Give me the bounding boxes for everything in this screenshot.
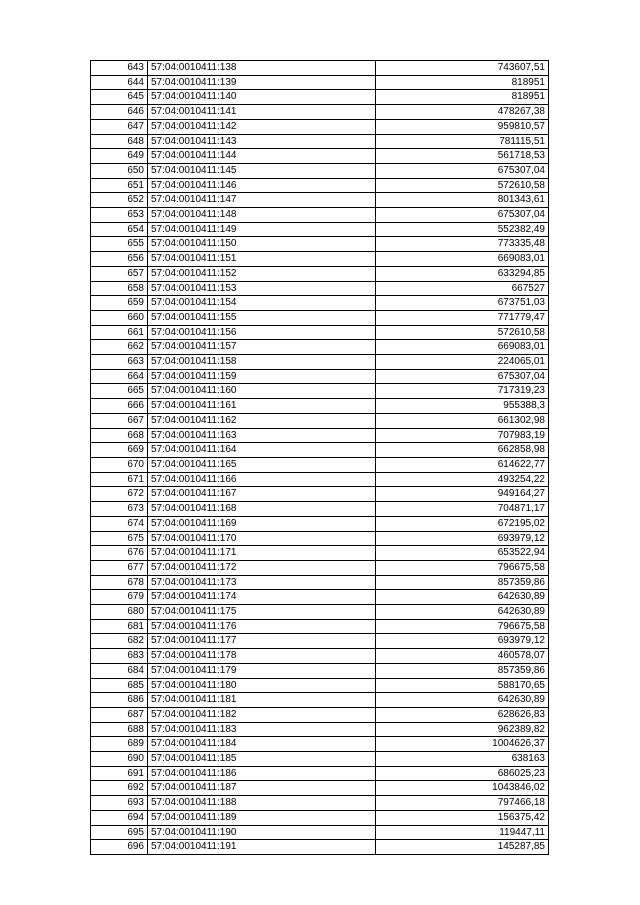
cadastral-value-cell: 801343,61 bbox=[376, 193, 549, 208]
row-number-cell: 671 bbox=[91, 472, 148, 487]
cadastral-number-cell: 57:04:0010411:175 bbox=[148, 605, 376, 620]
cadastral-number-cell: 57:04:0010411:161 bbox=[148, 399, 376, 414]
table-row bbox=[91, 281, 549, 296]
cadastral-number-cell: 57:04:0010411:179 bbox=[148, 663, 376, 678]
cadastral-number-cell: 57:04:0010411:146 bbox=[148, 178, 376, 193]
cadastral-value-cell: 693979,12 bbox=[376, 531, 549, 546]
table-row bbox=[91, 296, 549, 311]
cadastral-number-cell: 57:04:0010411:150 bbox=[148, 237, 376, 252]
cadastral-value-cell: 693979,12 bbox=[376, 634, 549, 649]
cadastral-value-cell: 572610,58 bbox=[376, 325, 549, 340]
cadastral-value-cell: 818951 bbox=[376, 90, 549, 105]
table-row bbox=[91, 163, 549, 178]
row-number-cell: 647 bbox=[91, 119, 148, 134]
cadastral-number-cell: 57:04:0010411:189 bbox=[148, 810, 376, 825]
table-row bbox=[91, 707, 549, 722]
cadastral-value-cell: 669083,01 bbox=[376, 252, 549, 267]
row-number-cell: 662 bbox=[91, 340, 148, 355]
cadastral-number-cell: 57:04:0010411:154 bbox=[148, 296, 376, 311]
table-row bbox=[91, 252, 549, 267]
row-number-cell: 687 bbox=[91, 707, 148, 722]
table-row bbox=[91, 340, 549, 355]
table-row bbox=[91, 237, 549, 252]
cadastral-number-cell: 57:04:0010411:147 bbox=[148, 193, 376, 208]
cadastral-value-cell: 949164,27 bbox=[376, 487, 549, 502]
row-number-cell: 650 bbox=[91, 163, 148, 178]
cadastral-value-cell: 1043846,02 bbox=[376, 781, 549, 796]
row-number-cell: 657 bbox=[91, 266, 148, 281]
cadastral-value-cell: 771779,47 bbox=[376, 310, 549, 325]
row-number-cell: 694 bbox=[91, 810, 148, 825]
row-number-cell: 673 bbox=[91, 502, 148, 517]
cadastral-value-cell: 955388,3 bbox=[376, 399, 549, 414]
cadastral-number-cell: 57:04:0010411:158 bbox=[148, 355, 376, 370]
row-number-cell: 682 bbox=[91, 634, 148, 649]
cadastral-value-cell: 156375,42 bbox=[376, 810, 549, 825]
row-number-cell: 691 bbox=[91, 766, 148, 781]
cadastral-value-cell: 661302,98 bbox=[376, 413, 549, 428]
table-row bbox=[91, 487, 549, 502]
cadastral-number-cell: 57:04:0010411:168 bbox=[148, 502, 376, 517]
cadastral-value-cell: 642630,89 bbox=[376, 605, 549, 620]
row-number-cell: 684 bbox=[91, 663, 148, 678]
cadastral-value-cell: 675307,04 bbox=[376, 208, 549, 223]
row-number-cell: 644 bbox=[91, 75, 148, 90]
table-row bbox=[91, 61, 549, 76]
cadastral-value-cell: 962389,82 bbox=[376, 722, 549, 737]
row-number-cell: 678 bbox=[91, 575, 148, 590]
row-number-cell: 667 bbox=[91, 413, 148, 428]
table-row bbox=[91, 516, 549, 531]
row-number-cell: 670 bbox=[91, 457, 148, 472]
cadastral-value-cell: 796675,58 bbox=[376, 619, 549, 634]
cadastral-number-cell: 57:04:0010411:157 bbox=[148, 340, 376, 355]
cadastral-number-cell: 57:04:0010411:138 bbox=[148, 61, 376, 76]
row-number-cell: 648 bbox=[91, 134, 148, 149]
cadastral-value-cell: 478267,38 bbox=[376, 105, 549, 120]
row-number-cell: 658 bbox=[91, 281, 148, 296]
cadastral-number-cell: 57:04:0010411:141 bbox=[148, 105, 376, 120]
table-row bbox=[91, 781, 549, 796]
table-row bbox=[91, 443, 549, 458]
cadastral-number-cell: 57:04:0010411:140 bbox=[148, 90, 376, 105]
cadastral-value-cell: 119447,11 bbox=[376, 825, 549, 840]
table-row bbox=[91, 546, 549, 561]
cadastral-value-cell: 667527 bbox=[376, 281, 549, 296]
cadastral-number-cell: 57:04:0010411:149 bbox=[148, 222, 376, 237]
table-row bbox=[91, 649, 549, 664]
row-number-cell: 645 bbox=[91, 90, 148, 105]
cadastral-number-cell: 57:04:0010411:172 bbox=[148, 560, 376, 575]
cadastral-value-cell: 686025,23 bbox=[376, 766, 549, 781]
row-number-cell: 655 bbox=[91, 237, 148, 252]
row-number-cell: 675 bbox=[91, 531, 148, 546]
cadastral-value-cell: 743607,51 bbox=[376, 61, 549, 76]
cadastral-value-cell: 669083,01 bbox=[376, 340, 549, 355]
cadastral-number-cell: 57:04:0010411:186 bbox=[148, 766, 376, 781]
cadastral-value-cell: 707983,19 bbox=[376, 428, 549, 443]
row-number-cell: 676 bbox=[91, 546, 148, 561]
cadastral-number-cell: 57:04:0010411:144 bbox=[148, 149, 376, 164]
cadastral-value-cell: 638163 bbox=[376, 752, 549, 767]
table-row bbox=[91, 75, 549, 90]
table-row bbox=[91, 502, 549, 517]
cadastral-value-cell: 642630,89 bbox=[376, 590, 549, 605]
table-row bbox=[91, 766, 549, 781]
cadastral-value-cell: 145287,85 bbox=[376, 840, 549, 855]
table-row bbox=[91, 575, 549, 590]
table-row bbox=[91, 266, 549, 281]
cadastral-value-cell: 796675,58 bbox=[376, 560, 549, 575]
cadastral-number-cell: 57:04:0010411:152 bbox=[148, 266, 376, 281]
cadastral-number-cell: 57:04:0010411:166 bbox=[148, 472, 376, 487]
row-number-cell: 663 bbox=[91, 355, 148, 370]
row-number-cell: 693 bbox=[91, 796, 148, 811]
table-row bbox=[91, 149, 549, 164]
row-number-cell: 668 bbox=[91, 428, 148, 443]
row-number-cell: 659 bbox=[91, 296, 148, 311]
cadastral-value-cell: 588170,65 bbox=[376, 678, 549, 693]
cadastral-number-cell: 57:04:0010411:190 bbox=[148, 825, 376, 840]
cadastral-number-cell: 57:04:0010411:153 bbox=[148, 281, 376, 296]
table-row bbox=[91, 472, 549, 487]
cadastral-number-cell: 57:04:0010411:178 bbox=[148, 649, 376, 664]
table-row bbox=[91, 693, 549, 708]
row-number-cell: 680 bbox=[91, 605, 148, 620]
table-row bbox=[91, 105, 549, 120]
row-number-cell: 664 bbox=[91, 369, 148, 384]
table-row bbox=[91, 457, 549, 472]
table-row bbox=[91, 178, 549, 193]
row-number-cell: 669 bbox=[91, 443, 148, 458]
row-number-cell: 652 bbox=[91, 193, 148, 208]
table-row bbox=[91, 384, 549, 399]
table-row bbox=[91, 413, 549, 428]
cadastral-number-cell: 57:04:0010411:174 bbox=[148, 590, 376, 605]
table-row bbox=[91, 678, 549, 693]
cadastral-value-cell: 642630,89 bbox=[376, 693, 549, 708]
row-number-cell: 688 bbox=[91, 722, 148, 737]
row-number-cell: 660 bbox=[91, 310, 148, 325]
row-number-cell: 661 bbox=[91, 325, 148, 340]
cadastral-number-cell: 57:04:0010411:191 bbox=[148, 840, 376, 855]
row-number-cell: 695 bbox=[91, 825, 148, 840]
cadastral-number-cell: 57:04:0010411:155 bbox=[148, 310, 376, 325]
table-row bbox=[91, 752, 549, 767]
cadastral-number-cell: 57:04:0010411:165 bbox=[148, 457, 376, 472]
table-row bbox=[91, 840, 549, 855]
cadastral-value-cell: 672195,02 bbox=[376, 516, 549, 531]
row-number-cell: 677 bbox=[91, 560, 148, 575]
cadastral-value-cell: 675307,04 bbox=[376, 163, 549, 178]
cadastral-value-cell: 797466,18 bbox=[376, 796, 549, 811]
cadastral-value-cell: 561718,53 bbox=[376, 149, 549, 164]
table-row bbox=[91, 208, 549, 223]
table-row bbox=[91, 222, 549, 237]
cadastral-number-cell: 57:04:0010411:187 bbox=[148, 781, 376, 796]
table-row bbox=[91, 605, 549, 620]
table-row bbox=[91, 310, 549, 325]
cadastral-value-cell: 717319,23 bbox=[376, 384, 549, 399]
cadastral-number-cell: 57:04:0010411:173 bbox=[148, 575, 376, 590]
table-row bbox=[91, 193, 549, 208]
cadastral-number-cell: 57:04:0010411:156 bbox=[148, 325, 376, 340]
cadastral-value-cell: 704871,17 bbox=[376, 502, 549, 517]
row-number-cell: 681 bbox=[91, 619, 148, 634]
cadastral-value-table bbox=[90, 60, 549, 855]
row-number-cell: 690 bbox=[91, 752, 148, 767]
cadastral-number-cell: 57:04:0010411:188 bbox=[148, 796, 376, 811]
cadastral-value-cell: 614622,77 bbox=[376, 457, 549, 472]
row-number-cell: 686 bbox=[91, 693, 148, 708]
table-row bbox=[91, 399, 549, 414]
row-number-cell: 683 bbox=[91, 649, 148, 664]
cadastral-value-cell: 818951 bbox=[376, 75, 549, 90]
cadastral-value-cell: 959810,57 bbox=[376, 119, 549, 134]
cadastral-value-cell: 460578,07 bbox=[376, 649, 549, 664]
row-number-cell: 692 bbox=[91, 781, 148, 796]
cadastral-value-cell: 857359,86 bbox=[376, 663, 549, 678]
cadastral-value-cell: 673751,03 bbox=[376, 296, 549, 311]
table-body bbox=[91, 61, 549, 855]
cadastral-number-cell: 57:04:0010411:145 bbox=[148, 163, 376, 178]
table-row bbox=[91, 355, 549, 370]
row-number-cell: 674 bbox=[91, 516, 148, 531]
row-number-cell: 653 bbox=[91, 208, 148, 223]
row-number-cell: 679 bbox=[91, 590, 148, 605]
cadastral-number-cell: 57:04:0010411:182 bbox=[148, 707, 376, 722]
cadastral-number-cell: 57:04:0010411:171 bbox=[148, 546, 376, 561]
table-row bbox=[91, 619, 549, 634]
cadastral-number-cell: 57:04:0010411:143 bbox=[148, 134, 376, 149]
table-row bbox=[91, 737, 549, 752]
cadastral-number-cell: 57:04:0010411:162 bbox=[148, 413, 376, 428]
cadastral-number-cell: 57:04:0010411:160 bbox=[148, 384, 376, 399]
row-number-cell: 672 bbox=[91, 487, 148, 502]
cadastral-number-cell: 57:04:0010411:170 bbox=[148, 531, 376, 546]
table-row bbox=[91, 119, 549, 134]
cadastral-number-cell: 57:04:0010411:167 bbox=[148, 487, 376, 502]
table-row bbox=[91, 825, 549, 840]
cadastral-number-cell: 57:04:0010411:139 bbox=[148, 75, 376, 90]
cadastral-value-cell: 857359,86 bbox=[376, 575, 549, 590]
cadastral-number-cell: 57:04:0010411:163 bbox=[148, 428, 376, 443]
table-row bbox=[91, 796, 549, 811]
cadastral-number-cell: 57:04:0010411:159 bbox=[148, 369, 376, 384]
table-row bbox=[91, 663, 549, 678]
cadastral-value-cell: 662858,98 bbox=[376, 443, 549, 458]
cadastral-value-cell: 224065,01 bbox=[376, 355, 549, 370]
cadastral-value-cell: 1004626,37 bbox=[376, 737, 549, 752]
table-row bbox=[91, 590, 549, 605]
table-row bbox=[91, 531, 549, 546]
table-row bbox=[91, 810, 549, 825]
cadastral-number-cell: 57:04:0010411:164 bbox=[148, 443, 376, 458]
row-number-cell: 654 bbox=[91, 222, 148, 237]
row-number-cell: 665 bbox=[91, 384, 148, 399]
table-row bbox=[91, 560, 549, 575]
cadastral-number-cell: 57:04:0010411:181 bbox=[148, 693, 376, 708]
cadastral-value-cell: 493254,22 bbox=[376, 472, 549, 487]
cadastral-number-cell: 57:04:0010411:184 bbox=[148, 737, 376, 752]
cadastral-value-cell: 628626,83 bbox=[376, 707, 549, 722]
row-number-cell: 646 bbox=[91, 105, 148, 120]
table-row bbox=[91, 634, 549, 649]
row-number-cell: 643 bbox=[91, 61, 148, 76]
table-row bbox=[91, 134, 549, 149]
table-row bbox=[91, 369, 549, 384]
cadastral-number-cell: 57:04:0010411:142 bbox=[148, 119, 376, 134]
cadastral-number-cell: 57:04:0010411:183 bbox=[148, 722, 376, 737]
table-row bbox=[91, 90, 549, 105]
row-number-cell: 651 bbox=[91, 178, 148, 193]
row-number-cell: 685 bbox=[91, 678, 148, 693]
row-number-cell: 689 bbox=[91, 737, 148, 752]
cadastral-value-cell: 781115,51 bbox=[376, 134, 549, 149]
table-row bbox=[91, 722, 549, 737]
cadastral-number-cell: 57:04:0010411:148 bbox=[148, 208, 376, 223]
table-row bbox=[91, 325, 549, 340]
row-number-cell: 649 bbox=[91, 149, 148, 164]
row-number-cell: 696 bbox=[91, 840, 148, 855]
table-row bbox=[91, 428, 549, 443]
cadastral-number-cell: 57:04:0010411:180 bbox=[148, 678, 376, 693]
cadastral-number-cell: 57:04:0010411:169 bbox=[148, 516, 376, 531]
row-number-cell: 656 bbox=[91, 252, 148, 267]
cadastral-number-cell: 57:04:0010411:177 bbox=[148, 634, 376, 649]
row-number-cell: 666 bbox=[91, 399, 148, 414]
cadastral-value-cell: 653522,94 bbox=[376, 546, 549, 561]
cadastral-number-cell: 57:04:0010411:151 bbox=[148, 252, 376, 267]
cadastral-value-cell: 773335,48 bbox=[376, 237, 549, 252]
cadastral-value-cell: 572610,58 bbox=[376, 178, 549, 193]
cadastral-value-cell: 675307,04 bbox=[376, 369, 549, 384]
cadastral-number-cell: 57:04:0010411:185 bbox=[148, 752, 376, 767]
cadastral-value-cell: 633294,85 bbox=[376, 266, 549, 281]
cadastral-value-cell: 552382,49 bbox=[376, 222, 549, 237]
cadastral-number-cell: 57:04:0010411:176 bbox=[148, 619, 376, 634]
